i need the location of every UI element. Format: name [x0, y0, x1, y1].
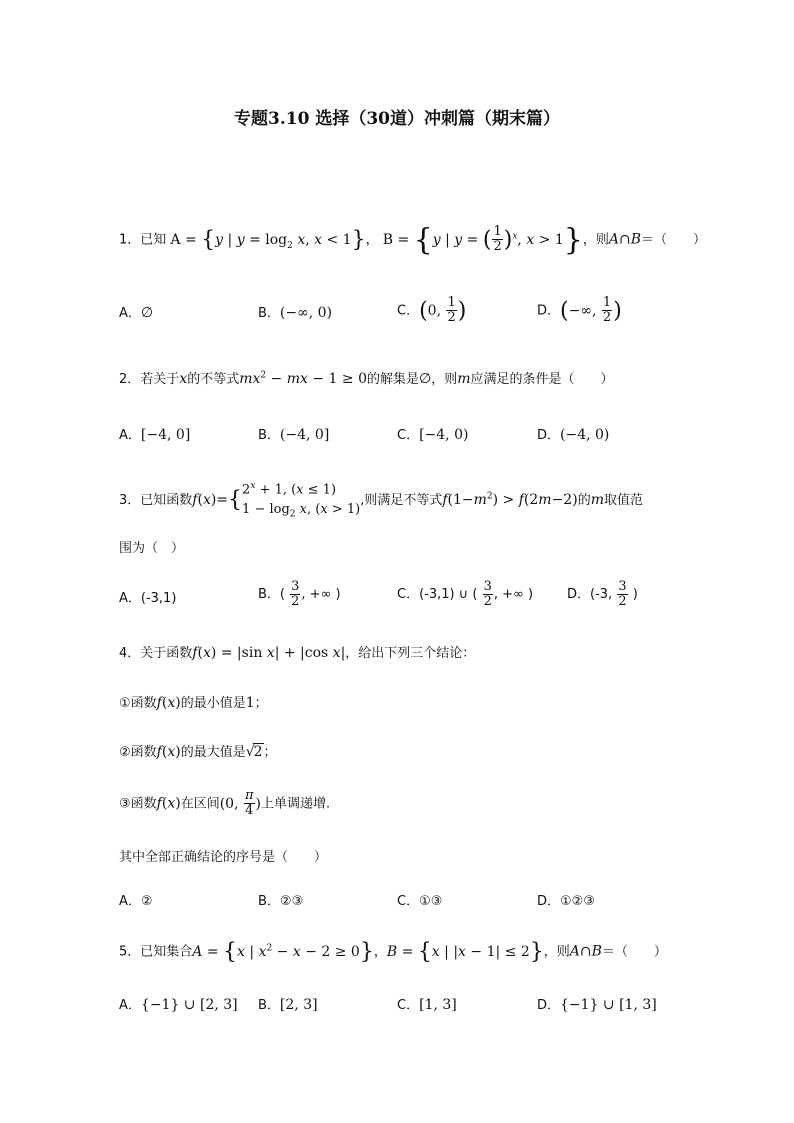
piecewise-function: $2^x + 1$, (x ≤ 1) $1 - \log_2 x$, (x > 1): [242, 481, 361, 520]
q4-option-b[interactable]: B．②③: [258, 894, 304, 909]
q5-option-d[interactable]: D．{−1} ∪ [1, 3]: [537, 997, 657, 1013]
q4-option-c[interactable]: C．①③: [397, 894, 443, 909]
question-3-line-2: 围为（ ）: [119, 541, 185, 556]
page-title: 专题3.10 选择（30道）冲刺篇（期末篇）: [234, 109, 560, 129]
q3-option-b[interactable]: B．( $\frac{3}{2}$ , +∞ ): [258, 579, 341, 609]
q1-option-d[interactable]: D．(−∞, $\frac{1}{2}$ ): [537, 295, 622, 325]
question-1: 1．已知 A = {y | $y = \log_2 x$, x < 1}， B = {y | y = ( $\frac{1}{2}$ )$^x$, x > 1}，则A∩B＝（ ）: [119, 222, 707, 257]
question-5: 5．已知集合A = {x | $x^2 - x - 2 \ge 0$}，B = {x | |x − 1| ≤ 2}，则A∩B＝（ ）: [119, 939, 667, 964]
question-1-set-b: B = {y | y = ( $\frac{1}{2}$ )$^x$, x > 1}: [382, 222, 583, 257]
q2-option-d[interactable]: D．(−4, 0): [537, 427, 610, 443]
question-1-prefix: 1．已知: [119, 232, 167, 248]
q5-option-b[interactable]: B．[2, 3]: [258, 997, 318, 1013]
q3-option-d[interactable]: D．(-3, $\frac{3}{2}$ ): [567, 579, 638, 609]
q5-option-c[interactable]: C．[1, 3]: [397, 997, 457, 1013]
q1-option-c[interactable]: C．(0, $\frac{1}{2}$ ): [397, 295, 467, 325]
question-4: 4．关于函数f(x) = |sin x| + |cos x|，给出下列三个结论：: [119, 645, 476, 661]
statement-3: ③函数f(x)在区间(0, $\frac{\pi}{4}$ )上单调递增.: [119, 788, 331, 818]
question-4-ask: 其中全部正确结论的序号是（ ）: [119, 850, 328, 865]
q1-option-a[interactable]: A．∅: [119, 305, 154, 321]
question-2: 2．若关于x的不等式$mx^2$ − mx − 1 ≥ 0的解集是∅，则m应满足的条件是（ ）: [119, 370, 614, 387]
q3-option-a[interactable]: A．(-3,1): [119, 591, 177, 606]
q2-option-b[interactable]: B．(−4, 0]: [258, 427, 330, 443]
q5-option-a[interactable]: A．{−1} ∪ [2, 3]: [119, 997, 238, 1013]
q2-option-c[interactable]: C．[−4, 0): [397, 427, 469, 443]
q1-option-b[interactable]: B．(−∞, 0): [258, 305, 333, 321]
question-1-set-a: A = {y | $y = \log_2 x$, x < 1}: [170, 227, 366, 252]
q4-option-a[interactable]: A．②: [119, 894, 153, 909]
q2-option-a[interactable]: A．[−4, 0]: [119, 427, 191, 443]
q4-option-d[interactable]: D．①②③: [537, 894, 595, 909]
statement-1: ①函数f(x)的最小值是1；: [119, 695, 268, 711]
q3-option-c[interactable]: C．(-3,1) ∪ ( $\frac{3}{2}$ , +∞ ): [397, 579, 534, 609]
statement-2: ②函数f(x)的最大值是√2；: [119, 744, 277, 760]
question-3: 3．已知函数f(x)={ $2^x + 1$, (x ≤ 1) $1 - \log_2 x$, (x > 1) ,则满足不等式$f(1-m^2) > f(2m-2)$的m取值范: [119, 476, 643, 525]
